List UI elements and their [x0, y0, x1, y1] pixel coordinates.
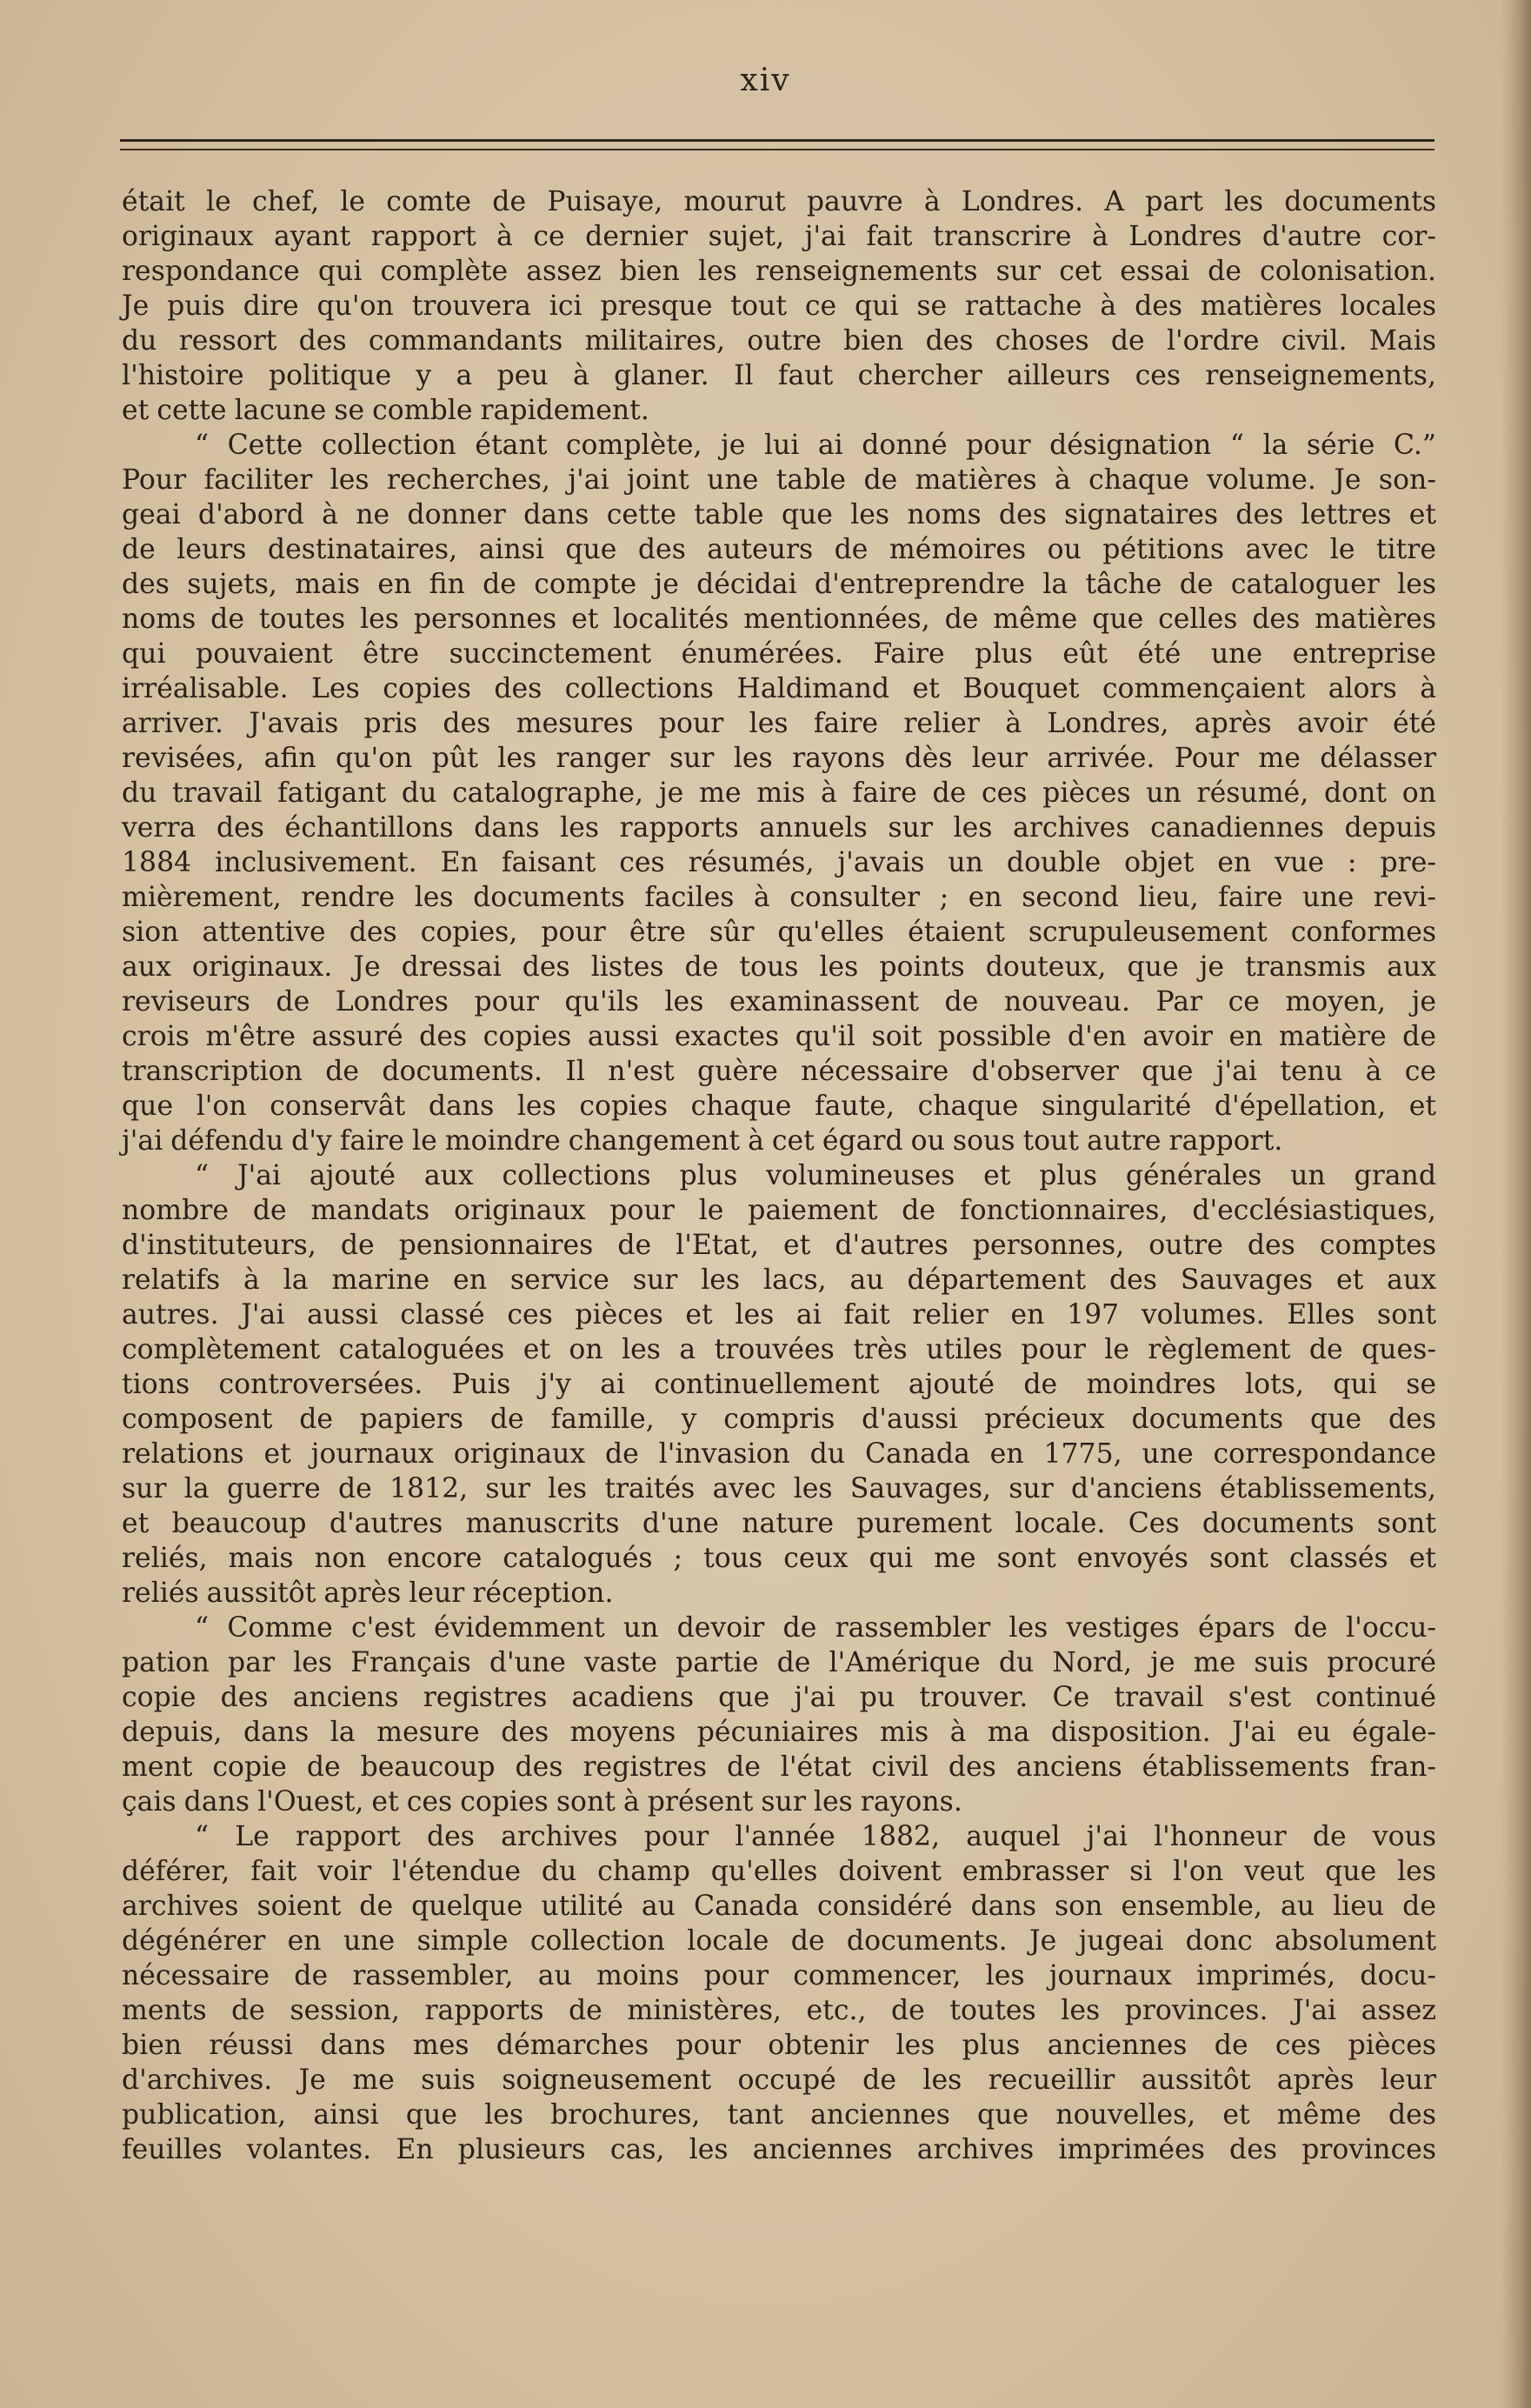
header-rule-thin: [120, 149, 1434, 150]
text-line: dégénérer en une simple collection locale de documents. Je jugeai donc absolument: [122, 1925, 1436, 1957]
text-line: revisées, afin qu'on pût les ranger sur les rayons dès leur arrivée. Pour me délasser: [122, 743, 1436, 774]
text-line: originaux ayant rapport à ce dernier sujet, j'ai fait transcrire à Londres d'autre cor-: [122, 221, 1436, 252]
text-line: de leurs destinataires, ainsi que des auteurs de mémoires ou pétitions avec le titre: [122, 534, 1436, 565]
header-rule-thick: [120, 139, 1434, 142]
text-line: archives soient de quelque utilité au Canada considéré dans son ensemble, au lieu de: [122, 1891, 1436, 1922]
text-line: complètement cataloguées et on les a trouvées très utiles pour le règlement de ques-: [122, 1334, 1436, 1365]
text-line: j'ai défendu d'y faire le moindre changement à cet égard ou sous tout autre rapport.: [122, 1125, 1283, 1157]
text-line: transcription de documents. Il n'est guère nécessaire d'observer que j'ai tenu à ce: [122, 1056, 1436, 1087]
text-line: depuis, dans la mesure des moyens pécuniaires mis à ma disposition. J'ai eu égale-: [122, 1717, 1436, 1748]
text-line: aux originaux. Je dressai des listes de tous les points douteux, que je transmis aux: [122, 951, 1436, 983]
text-line: noms de toutes les personnes et localités mentionnées, de même que celles des matières: [122, 604, 1436, 635]
text-line: relatifs à la marine en service sur les lacs, au département des Sauvages et aux: [122, 1264, 1436, 1296]
text-line: mièrement, rendre les documents faciles à consulter ; en second lieu, faire une revi-: [122, 882, 1436, 913]
text-line: des sujets, mais en fin de compte je décidai d'entreprendre la tâche de cataloguer les: [122, 569, 1436, 600]
text-line: était le chef, le comte de Puisaye, mourut pauvre à Londres. A part les documents: [122, 186, 1436, 217]
text-line: autres. J'ai aussi classé ces pièces et les ai fait relier en 197 volumes. Elles sont: [122, 1299, 1436, 1331]
text-line: tions controversées. Puis j'y ai continuellement ajouté de moindres lots, qui se: [122, 1369, 1436, 1400]
text-line: “ Cette collection étant complète, je lui ai donné pour désignation “ la série C.”: [195, 430, 1436, 461]
text-line: relations et journaux originaux de l'invasion du Canada en 1775, une correspondance: [122, 1438, 1436, 1470]
text-line: nécessaire de rassembler, au moins pour commencer, les journaux imprimés, docu-: [122, 1960, 1436, 1991]
text-line: l'histoire politique y a peu à glaner. Il faut chercher ailleurs ces renseignements,: [122, 360, 1436, 391]
text-line: que l'on conservât dans les copies chaque faute, chaque singularité d'épellation, et: [122, 1091, 1436, 1122]
text-line: arriver. J'avais pris des mesures pour les faire relier à Londres, après avoir été: [122, 708, 1436, 739]
text-line: “ Le rapport des archives pour l'année 1882, auquel j'ai l'honneur de vous: [195, 1821, 1436, 1852]
body-text: [122, 184, 1436, 2167]
text-line: qui pouvaient être succinctement énumérées. Faire plus eût été une entreprise: [122, 638, 1436, 670]
text-line: déférer, fait voir l'étendue du champ qu'elles doivent embrasser si l'on veut que les: [122, 1856, 1436, 1887]
text-line: sion attentive des copies, pour être sûr qu'elles étaient scrupuleusement conformes: [122, 917, 1436, 948]
text-line: composent de papiers de famille, y compris d'aussi précieux documents que des: [122, 1404, 1436, 1435]
text-line: Pour faciliter les recherches, j'ai joint une table de matières à chaque volume. Je son-: [122, 464, 1436, 496]
text-line: du travail fatigant du catalographe, je me mis à faire de ces pièces un résumé, dont on: [122, 777, 1436, 809]
text-line: d'instituteurs, de pensionnaires de l'Etat, et d'autres personnes, outre des comptes: [122, 1230, 1436, 1261]
text-line: et cette lacune se comble rapidement.: [122, 395, 649, 426]
text-line: çais dans l'Ouest, et ces copies sont à présent sur les rayons.: [122, 1786, 962, 1818]
text-line: et beaucoup d'autres manuscrits d'une nature purement locale. Ces documents sont: [122, 1508, 1436, 1539]
text-line: respondance qui complète assez bien les renseignements sur cet essai de colonisation.: [122, 256, 1436, 287]
text-line: bien réussi dans mes démarches pour obtenir les plus anciennes de ces pièces: [122, 2030, 1436, 2061]
text-line: Je puis dire qu'on trouvera ici presque tout ce qui se rattache à des matières locales: [122, 290, 1436, 322]
text-line: d'archives. Je me suis soigneusement occupé de les recueillir aussitôt après leur: [122, 2064, 1436, 2096]
text-line: reviseurs de Londres pour qu'ils les examinassent de nouveau. Par ce moyen, je: [122, 986, 1436, 1017]
text-line: pation par les Français d'une vaste partie de l'Amérique du Nord, je me suis procuré: [122, 1647, 1436, 1678]
text-line: copie des anciens registres acadiens que j'ai pu trouver. Ce travail s'est continué: [122, 1682, 1436, 1713]
text-line: du ressort des commandants militaires, outre bien des choses de l'ordre civil. Mais: [122, 325, 1436, 357]
text-line: nombre de mandats originaux pour le paiement de fonctionnaires, d'ecclésiastiques,: [122, 1195, 1436, 1226]
text-line: ments de session, rapports de ministères, etc., de toutes les provinces. J'ai assez: [122, 1995, 1436, 2026]
text-line: reliés, mais non encore catalogués ; tous ceux qui me sont envoyés sont classés et: [122, 1543, 1436, 1574]
text-line: irréalisable. Les copies des collections Haldimand et Bouquet commençaient alors à: [122, 673, 1436, 704]
text-line: “ J'ai ajouté aux collections plus volumineuses et plus générales un grand: [195, 1160, 1436, 1191]
text-line: reliés aussitôt après leur réception.: [122, 1578, 614, 1609]
text-line: verra des échantillons dans les rapports annuels sur les archives canadiennes depuis: [122, 812, 1436, 844]
text-line: 1884 inclusivement. En faisant ces résumés, j'avais un double objet en vue : pre-: [122, 847, 1436, 878]
text-line: ment copie de beaucoup des registres de l'état civil des anciens établissements fran-: [122, 1751, 1436, 1783]
text-line: sur la guerre de 1812, sur les traités avec les Sauvages, sur d'anciens établissements,: [122, 1473, 1436, 1504]
page-number: xiv: [740, 63, 791, 98]
text-line: geai d'abord à ne donner dans cette table que les noms des signataires des lettres et: [122, 499, 1436, 530]
text-line: publication, ainsi que les brochures, tant anciennes que nouvelles, et même des: [122, 2099, 1436, 2131]
text-line: crois m'être assuré des copies aussi exactes qu'il soit possible d'en avoir en matière de: [122, 1021, 1436, 1052]
page-edge-shadow: [1501, 0, 1531, 2408]
text-line: feuilles volantes. En plusieurs cas, les anciennes archives imprimées des provinces: [122, 2134, 1436, 2165]
text-line: “ Comme c'est évidemment un devoir de rassembler les vestiges épars de l'occu-: [195, 1612, 1436, 1644]
